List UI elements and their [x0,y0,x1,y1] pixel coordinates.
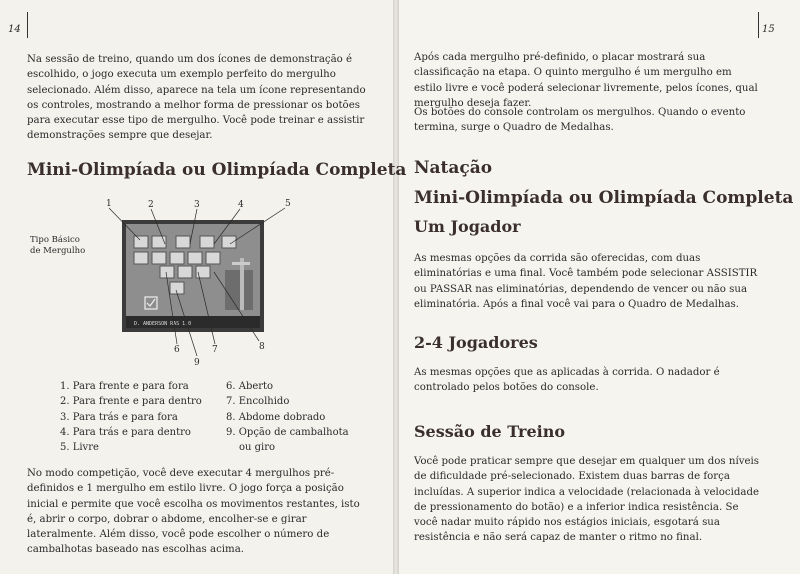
page-number-right: 15 [762,24,775,35]
right-paragraph-2: Os botões do console controlam os mergulhos. Quando o evento termina, surge o Quadro de Medalhas. [414,107,746,134]
list-item: 1. Para frente e para fora [60,381,189,392]
right-paragraph-3: As mesmas opções da corrida são oferecidas, com duas eliminatórias e uma final. Você também pode selecionar ASSISTIR ou PASSAR nas eliminatórias, dependendo de vencer ou não sua eliminatória. Após a final você vai para o Quadro de Medalhas. [414,253,758,310]
screen-status: D. ANDERSON RAS 1.0 [134,321,192,327]
list-item: 9. Opção de cambalhota [226,426,349,438]
list-item: 6. Aberto [226,381,274,392]
list-item: 3. Para trás e para fora [60,411,178,423]
list-item: 7. Encolhido [226,396,290,408]
list-item: ou giro [239,442,276,454]
label-6: 6 [174,345,180,355]
heading-natacao: Natação [414,158,493,178]
label-9: 9 [194,358,200,368]
heading-2-4-jogadores: 2-4 Jogadores [414,333,538,352]
page-number-rule-right [758,12,759,38]
heading-mini-olimpiada: Mini-Olimpíada ou Olimpíada Completa [414,188,794,208]
left-heading: Mini-Olimpíada ou Olimpíada Completa [27,160,407,180]
dive-list-column-2 [226,379,349,455]
list-item: 8. Abdome dobrado [226,411,326,423]
right-paragraph-4: As mesmas opções que as aplicadas à corrida. O nadador é controlado pelos botões do console. [414,367,720,394]
label-4: 4 [238,200,244,210]
label-8: 8 [259,342,265,352]
dive-list-column-1 [60,379,202,455]
right-paragraph-1: Após cada mergulho pré-definido, o placar mostrará sua classificação na etapa. O quinto mergulho é um mergulho em estilo livre e você poderá selecionar livremente, pelos ícones, qual mergulho deseja fazer. [414,52,758,109]
label-3: 3 [194,200,200,210]
diagram-caption: Tipo Básico de Mergulho [30,235,86,256]
heading-um-jogador: Um Jogador [414,217,521,236]
heading-sessao-de-treino: Sessão de Treino [414,422,566,441]
list-item: 5. Livre [60,442,99,454]
label-2: 2 [148,200,154,210]
list-item: 4. Para trás e para dentro [60,426,191,438]
competition-paragraph: No modo competição, você deve executar 4 mergulhos pré-definidos e 1 mergulho em estilo livre. O jogo força a posição inicial e permite que você escolha os movimentos restantes, isto é, abrir o corpo, dobrar o abdome, encolher-se e girar lateralmente. Além disso, você pode escolher o número de cambalhotas baseado nas escolhas acima. [27,468,360,556]
intro-paragraph: Na sessão de treino, quando um dos ícones de demonstração é escolhido, o jogo executa um exemplo perfeito do mergulho selecionado. Além disso, aparece na tela um ícone representando os controles, mostrando a melhor forma de pressionar os botões para executar esse tipo de mergulho. Você pode treinar e assistir demonstrações sempre que desejar. [27,54,366,142]
label-1: 1 [106,199,112,209]
list-item: 2. Para frente e para dentro [60,396,202,408]
label-5: 5 [285,199,291,209]
page-number-left: 14 [8,24,21,35]
dive-types-diagram [0,0,395,380]
right-paragraph-5: Você pode praticar sempre que desejar em qualquer um dos níveis de dificuldade pré-selecionado. Existem duas barras de força incluídas. A superior indica a velocidade (relacionada à velocidade de pressionamento do botão) e a inferior indica resistência. Se você nadar muito rápido nos estágios iniciais, esgotará sua resistência e não será capaz de manter o ritmo no final. [414,456,760,544]
label-7: 7 [212,345,218,355]
